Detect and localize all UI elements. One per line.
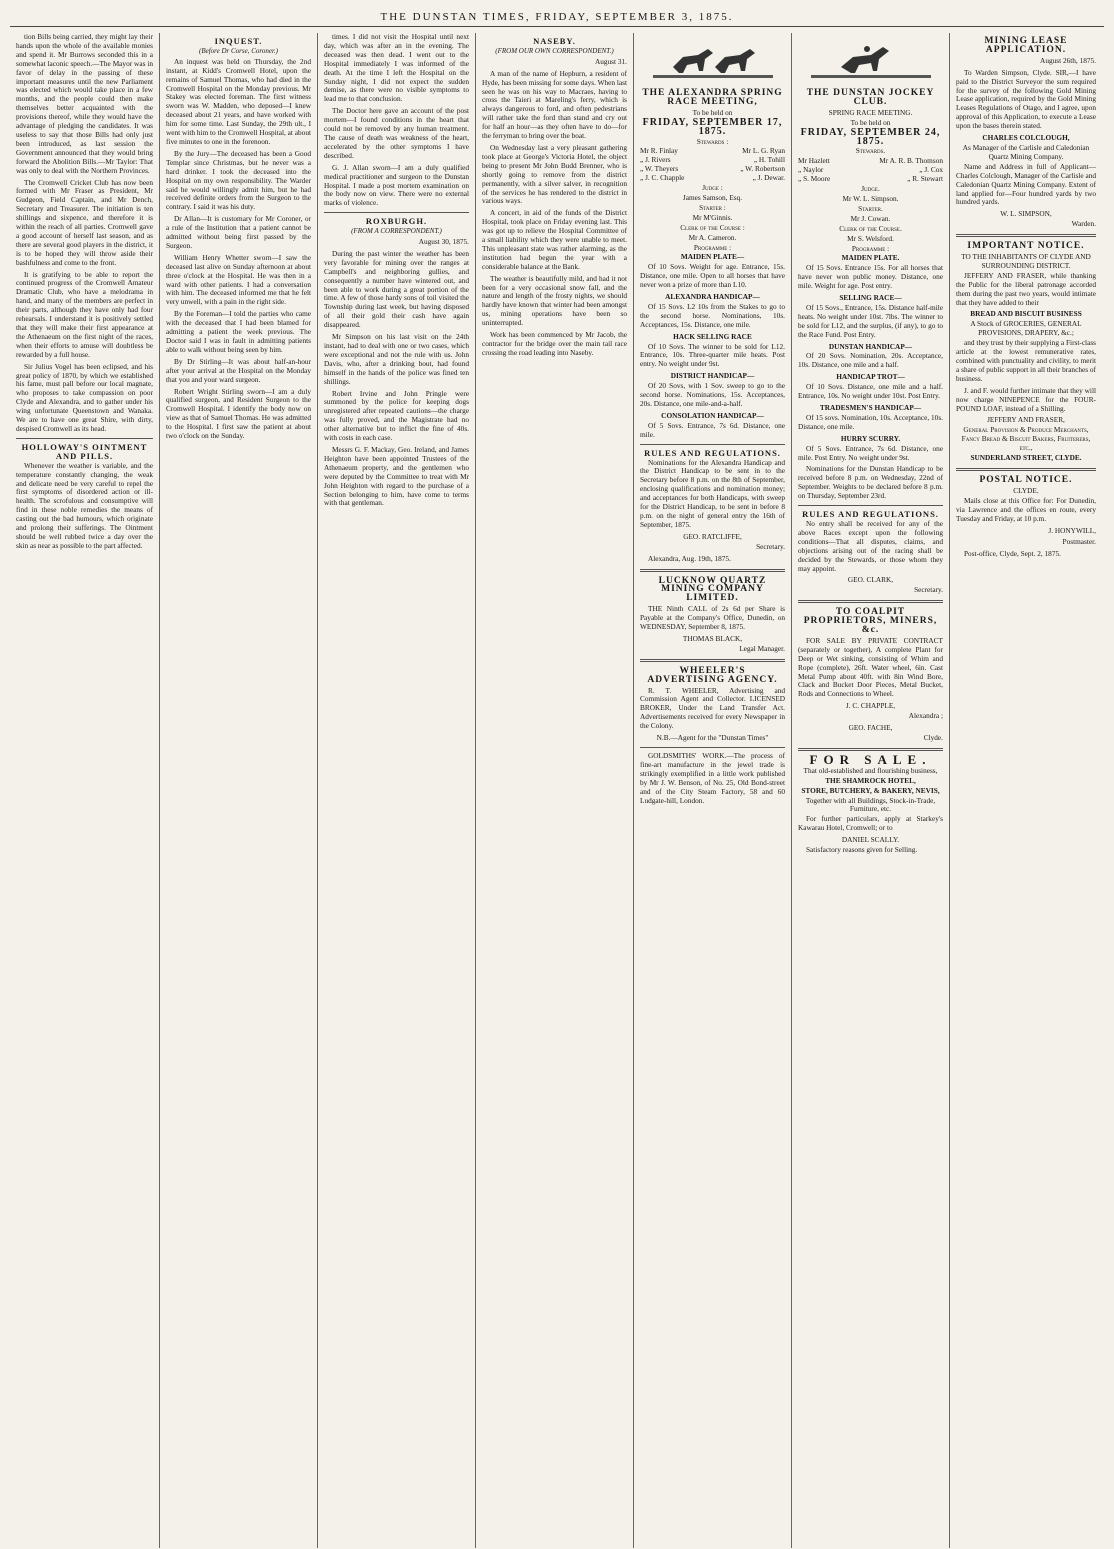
- postal-date: Post-office, Clyde, Sept. 2, 1875.: [964, 549, 1061, 559]
- race-text: Of 20 Sovs, with 1 Sov. sweep to go to the second horse. Nominations, 15s. Acceptances, 20s. Distance, one mile-and-a-half.: [640, 381, 785, 408]
- programme-label: Programme :: [693, 242, 732, 252]
- article-text: A man of the name of Hepburn, a resident of Hyde, has been missing for some days. When last seen he was on his way to Macraes, having to cross the Taieri at Mareling's ferry, which is always dangerous to ford, and often pedestrians will rather take the ford than stand and cry out for half an hour—as they often have to do—for the ferryman to bring over the boat.: [482, 68, 627, 141]
- apply-place: Alexandra ;: [908, 711, 943, 721]
- divider: [956, 234, 1096, 237]
- horse-race-engraving: [640, 35, 785, 85]
- rules-text: No entry shall be received for any of the above Races except upon the following conditions—That all disputes, claims, and objections arising out of the racing shall be decided by the Stewards, or those whom they may appoint.: [798, 518, 943, 573]
- race-text: Of 10 Sovs. The winner to be sold for L12. Entrance, 10s. Three-quarter mile heats. Post entry. No weight under 9st.: [640, 341, 785, 369]
- rules-text: Nominations for the Alexandra Handicap and the District Handicap to be sent in to the Secretary before 8 p.m. on the 8th of September, enclosing qualifications and nomination money; and acceptances for both Handicaps, with sweep for the District Handicap, to be sent in before 8 p.m. on the night of general entry the 16th of September, 1875.: [640, 457, 785, 529]
- article-text: Dr Allan—It is customary for Mr Coroner, or a rule of the Institution that a patient cannot be admitted without being first passed by the Surgeon.: [166, 214, 311, 250]
- article-text: Mr Simpson on his last visit on the 24th instant, had to deal with one or two cases, which were exceptional and not the rule with us. John Davis, who, after a drinking bout, had found himself in the hands of the police was fined ten shillings.: [324, 332, 469, 386]
- postal-text: Mails close at this Office for: For Dunedin, via Lawrence and the offices en route, every Tuesday and Friday, at 10 p.m.: [956, 495, 1096, 523]
- ad-text: Name and Address in full of Applicant—Charles Colclough, Manager of the Carlisle and Caledonian Quartz Mining Company. Extent of land applied for—Four hundred yards by two hundred yards.: [956, 161, 1096, 207]
- judge-label: Judge.: [861, 184, 880, 194]
- race-date: FRIDAY, SEPTEMBER 17, 1875.: [642, 116, 783, 137]
- horse-race-icon: [653, 37, 773, 83]
- article-text: tion Bills being carried, they might lay their hands upon the whole of the available monies and spend it. Mr Burrows seconded this in a somewhat laconic speech.—The Mayor was in favor of delay in the passing of these important measures until the new Parliament was elected which would take place in a few months, and the people could then make themselves better acquainted with the provisions thereof, while they would have the advantage of pledging the candidates. It was useless to say that those Bills had only just been introduced, as last session the Government announced that they would bring forward the Abolition Bills.—Mr Taylor: That was only to deal with the Northern Provinces.: [16, 33, 153, 175]
- signature: W. L. SIMPSON,: [1000, 209, 1052, 219]
- notice-subtitle: TO THE INHABITANTS OF CLYDE AND SURROUNDING DISTRICT.: [961, 252, 1091, 270]
- article-text: Work has been commenced by Mr Jacob, the contractor for the bridge over the main tail race crossing the road leading into Naseby.: [482, 330, 627, 357]
- article-subheading: (FROM OUR OWN CORRESPONDENT.): [495, 46, 614, 55]
- article-text: GOLDSMITHS' WORK.—The process of fine-art manufacture in the jewel trade is strikingly exemplified in a little work published by Mr J. W. Benson, of No. 25, Old Bond-street and of the City Steam Factory, 58 and 60 Ludgate-hill, London.: [640, 751, 785, 805]
- starter-label: Starter :: [699, 202, 726, 212]
- article-text: The Cromwell Cricket Club has now been formed with Mr Fraser as President, Mr Gudgeon, Field Captain, and Mr Dench, Secretary and Treasurer. The initiation is ten shillings and sixpence, and therefore it is within the reach of all parties. Cromwell gave a good account of herself last season, and as there are several good players in the district, it is to be hoped they will throw aside their bashfulness and come to the front.: [16, 177, 153, 267]
- signature-role: Secretary.: [914, 585, 943, 595]
- race-name: DUNSTAN HANDICAP—: [828, 341, 913, 351]
- divider: [640, 747, 785, 748]
- signature-place: Alexandra, Aug. 19th, 1875.: [648, 553, 731, 563]
- stewards-row: „ W. Theyers „ W. Robertson: [640, 164, 785, 174]
- article-date: August 31.: [594, 56, 627, 66]
- race-date: FRIDAY, SEPTEMBER 24, 1875.: [800, 126, 941, 147]
- nominations-text: Nominations for the Dunstan Handicap to be received before 8 p.m. on Wednesday, 22nd of September. Weights to be declared before 8 p.m. on Thursday, September 23rd.: [798, 464, 943, 501]
- stewards-label: Stewards :: [696, 136, 729, 146]
- signature-role: Postmaster.: [1062, 537, 1096, 547]
- divider: [798, 505, 943, 506]
- signature: GEO. RATCLIFFE,: [683, 531, 742, 541]
- article-text: It is gratifying to be able to report the continued progress of the Cromwell Amateur Dramatic Club, who have a melodrama in hand, and many of the members are perfect in their parts, although they have only had four rehearsals. I understand it is positively settled that they will make their first appearance at the Athenaeum on the first night of the races, when their efforts to amuse will doubtless be rewarded by a full house.: [16, 269, 153, 359]
- starter-name: Mr J. Cowan.: [850, 213, 891, 223]
- ad-title: THE DUNSTAN JOCKEY CLUB.: [806, 88, 935, 107]
- notice-title: IMPORTANT NOTICE.: [967, 241, 1085, 252]
- signature: DANIEL SCALLY.: [841, 835, 900, 845]
- judge-name: Mr W. L. Simpson.: [842, 193, 899, 203]
- columns: [10, 33, 1104, 1548]
- signature: GEO. CLARK,: [847, 575, 894, 585]
- divider: [798, 748, 943, 751]
- race-text: Of 15 Sovs. Entrance 15s. For all horses that have never won public money. Distance, one mile. Weight for age. Post entry.: [798, 263, 943, 291]
- article-text: By the Jury—The deceased has been a Good Templar since Christmas, but he never was a hard drinker. I took the deceased into the Hospital on my own responsibility. The Warder said he would willingly admit him, but he had received definite orders from the Surgeon to the contrary. I said it was his duty.: [166, 148, 311, 212]
- ad-text: That old-established and flourishing business,: [803, 765, 938, 775]
- ad-text: For further particulars, apply at Starkey's Kawarau Hotel, Cromwell; or to: [798, 814, 943, 833]
- notice-text: J. and F. would further intimate that they will now charge NINEPENCE for the FOUR-POUND LOAF, instead of a Shilling.: [956, 385, 1096, 413]
- race-name: MAIDEN PLATE.: [841, 253, 900, 263]
- race-name: DISTRICT HANDICAP—: [670, 371, 755, 381]
- race-text: Of 15 Sovs. L2 10s from the Stakes to go to the second horse. Nominations, 10s. Acceptances, 15s. Distance, one mile.: [640, 301, 785, 329]
- article-text: During the past winter the weather has been very favorable for mining over the ranges at Campbell's and neighboring gullies, and consequently a number have wintered out, and been able to work during a great portion of the time. A few of those hardy sons of toil visited the Township during last week, but having disposed of all their gold their cash have again disappeared.: [324, 248, 469, 330]
- divider: [16, 438, 153, 439]
- signature-role: Legal Manager.: [739, 643, 785, 653]
- postal-title: POSTAL NOTICE.: [979, 474, 1073, 485]
- signature-role: General Provision & Produce Merchants, Fancy Bread & Biscuit Bakers, Fruiterers, etc.,: [961, 425, 1091, 453]
- rules-title: RULES AND REGULATIONS.: [802, 509, 939, 520]
- starter-name: Mr M'Ginnis.: [692, 212, 733, 222]
- ad-note: N.B.—Agent for the "Dunstan Times": [656, 733, 769, 743]
- divider: [324, 212, 469, 213]
- column-6: [792, 33, 950, 1548]
- masthead: THE DUNSTAN TIMES, FRIDAY, SEPTEMBER 3, 1875.: [10, 8, 1104, 27]
- article-heading: NASEBY.: [533, 36, 576, 46]
- ad-text: Whenever the weather is variable, and the temperature constantly changing, the weak and delicate need be very careful to repel the first symptoms of disordered action or ill-health. The scrofulous and consumptive will find in these noble remedies the means of casting out the bad humours, which originate and prolong their sufferings. The Ointment should be well rubbed twice a day over the skin as near as possible to the part affected.: [16, 460, 153, 550]
- divider: [640, 444, 785, 445]
- article-text: Messrs G. F. Mackay, Geo. Ireland, and James Heighton have been appointed Trustees of the Athenaeum property, and the gentlemen who were deputed by the Committee to treat with Mr John Heighton with regard to the purchase of a Section belonging to him, have come to terms with that gentleman.: [324, 444, 469, 508]
- race-name: ALEXANDRA HANDICAP—: [665, 292, 760, 302]
- ad-line: To be held on: [850, 117, 891, 127]
- ad-text: FOR SALE BY PRIVATE CONTRACT (separately or together), A complete Plant for Deep or Wet sinking, consisting of Whim and Rope (complete), 26ft. Water wheel, 6in. Cast Metal Pump about 40ft. with 8in Wind Bore, Clack and Bucket Door Pieces, Metal Bucket, Rods and Connections to Wheel.: [798, 635, 943, 699]
- judge-name: James Samson, Esq.: [682, 192, 743, 202]
- race-name: TRADESMEN'S HANDICAP—: [819, 403, 922, 412]
- race-text: Of 20 Sovs. Nomination, 20s. Acceptance, 10s. Distance, one mile and a half.: [798, 351, 943, 370]
- clerk-label: Clerk of the Course :: [680, 222, 745, 232]
- ad-title: TO COALPIT PROPRIETORS, MINERS, &c.: [803, 607, 938, 636]
- article-text: By Dr Stirling—It was about half-an-hour after your arrival at the Hospital on the Monday that you and your ward surgeon.: [166, 356, 311, 384]
- race-name: HURRY SCURRY.: [840, 433, 901, 443]
- notice-place: SUNDERLAND STREET, CLYDE.: [970, 453, 1082, 463]
- article-date: August 30, 1875.: [418, 237, 469, 247]
- ad-text: THE Ninth CALL of 2s 6d per Share is Payable at the Company's Office, Dunedin, on WEDNESDAY, September 8, 1875.: [640, 604, 785, 632]
- horse-race-engraving: [798, 35, 943, 85]
- divider: [798, 600, 943, 603]
- race-name: HACK SELLING RACE: [673, 331, 752, 341]
- apply-name: GEO. FACHE,: [848, 723, 893, 733]
- article-text: G. J. Allan sworn—I am a duly qualified medical practitioner and surgeon to the Dunstan Hospital. I made a post mortem examination on the body now on view. There were no external marks of violence.: [324, 162, 469, 208]
- ad-title: MINING LEASE APPLICATION.: [984, 36, 1068, 55]
- ad-title: LUCKNOW QUARTZ MINING COMPANY LIMITED.: [658, 575, 767, 604]
- race-name: MAIDEN PLATE—: [680, 252, 745, 262]
- article-text: By the Foreman—I told the parties who came with the deceased that I had been blamed for admitting a patient the week previous. The Doctor said I was in fault in admitting patients able to walk without being seen by him.: [166, 309, 311, 354]
- postal-place: CLYDE.: [1013, 485, 1039, 495]
- clerk-name: Mr A. Cameron.: [688, 232, 737, 242]
- article-text: Sir Julius Vogel has been eclipsed, and his great policy of 1870, by which we established his fame, must pall before our local magnate, who proposes to take compassion on poor Clyde and Alexandra, and to gather under his wing unfortunate Queenstown and Wanaka. We are to have one great Shire, with dirty, despised Cromwell as its head.: [16, 361, 153, 433]
- apply-name: J. C. CHAPPLE,: [845, 701, 896, 711]
- signature: JEFFERY AND FRASER,: [987, 415, 1065, 425]
- ad-title: WHEELER'S ADVERTISING AGENCY.: [647, 665, 778, 685]
- column-3: [318, 33, 476, 1548]
- stewards-row: „ J. Rivers „ H. Tohill: [640, 155, 785, 165]
- apply-place: Clyde.: [923, 733, 943, 742]
- clerk-name: Mr S. Welsford.: [847, 233, 894, 243]
- judge-label: Judge :: [702, 183, 723, 193]
- stewards-row: „ J. C. Chapple „ J. Dewar.: [640, 173, 785, 183]
- race-text: Of 10 Sovs. Weight for age. Entrance, 15s. Distance, one mile. Open to all horses that have never won a prize of more than L10.: [640, 262, 785, 290]
- stewards-row: „ Naylor „ J. Cox: [798, 165, 943, 175]
- starter-label: Starter.: [858, 203, 883, 213]
- ad-heading: HOLLOWAY'S OINTMENT AND PILLS.: [21, 441, 148, 461]
- race-text: Of 15 Sovs., Entrance, 15s. Distance half-mile heats. No weight under 10st. 7lbs. The winner to be sold for L12, and the surplus, (if any), to go to the Race Fund. Post Entry.: [798, 302, 943, 339]
- article-text: William Henry Whetter sworn—I saw the deceased last alive on Sunday afternoon at about three o'clock at the Hospital. He was then in a ward with other patients. I had a conversation with him. The deceased informed me that he felt very unwell, with a pain in the right side.: [166, 252, 311, 307]
- signature: THOMAS BLACK,: [682, 633, 743, 643]
- signature-role: Warden.: [1071, 219, 1096, 229]
- ad-title: THE ALEXANDRA SPRING RACE MEETING,: [642, 88, 783, 107]
- programme-label: Programme :: [851, 243, 890, 253]
- ad-subtitle: SPRING RACE MEETING.: [828, 107, 913, 117]
- clerk-label: Clerk of the Course.: [839, 223, 902, 233]
- signature-role: As Manager of the Carlisle and Caledonian Quartz Mining Company.: [962, 142, 1090, 161]
- signature-role: Secretary.: [756, 541, 785, 551]
- race-name: CONSOLATION HANDICAP—: [661, 410, 764, 420]
- race-text: Of 10 Sovs. Distance, one mile and a half. Entrance, 10s. No weight under 10st. Post Entry.: [798, 382, 943, 401]
- ad-date: August 26th, 1875.: [1040, 55, 1096, 65]
- hotel-name: THE SHAMROCK HOTEL,: [825, 775, 916, 785]
- ad-text: R. T. WHEELER, Advertising and Commission Agent and Collector. LICENSED BROKER, Under the Land Transfer Act. Advertisements received for every Newspaper in the Colony.: [640, 685, 785, 731]
- stock-line: A Stock of GROCERIES, GENERAL PROVISIONS, DRAPERY, &c.;: [970, 319, 1082, 338]
- ad-title: FOR SALE.: [809, 751, 932, 767]
- article-text: The weather is beautifully mild, and had it not been for a very occasional snow fall, and the nature and length of the frosty nights, we should hardly have known that winter had been amongst us, mining operations have been so uninterrupted.: [482, 273, 627, 328]
- race-text: Of 5 Sovs. Entrance, 7s 6d. Distance, one mile. Post Entry. No weight under 9st.: [798, 443, 943, 462]
- race-text: Of 5 Sovs. Entrance, 7s 6d. Distance, one mile.: [640, 420, 785, 439]
- stewards-label: Stewards.: [855, 146, 886, 156]
- jockey-horse-icon: [811, 37, 931, 83]
- article-text: Robert Wright Stirling sworn—I am a duly qualified surgeon, and Resident Surgeon to the Cromwell Hospital. I identify the body now on view as that of Samuel Thomas. He was admitted to the Hospital. I first saw the patient at about two o'clock on the Sunday.: [166, 386, 311, 441]
- rules-title: RULES AND REGULATIONS.: [644, 447, 781, 458]
- notice-text: JEFFERY AND FRASER, while thanking the Public for the liberal patronage accorded them during the past two years, would intimate that they have added to their: [956, 270, 1096, 307]
- race-name: HANDICAP TROT—: [836, 372, 905, 382]
- column-4: [476, 33, 634, 1548]
- stewards-row: Mr Hazlett Mr A. R. B. Thomson: [798, 156, 943, 166]
- ad-note: Satisfactory reasons given for Selling.: [806, 845, 918, 855]
- ad-line: To be held on: [692, 107, 733, 117]
- divider: [640, 569, 785, 572]
- race-text: Of 15 sovs. Nomination, 10s. Acceptance, 10s. Distance, one mile.: [798, 412, 943, 431]
- stewards-row: Mr R. Finlay Mr L. G. Ryan: [640, 146, 785, 156]
- divider: [956, 468, 1096, 471]
- article-text: A concert, in aid of the funds of the District Hospital, took place on Friday evening last. This was got up to relieve the Hospital Committee of a small liability which they were unable to meet. This unpleasant state was rather alarming, as the institution had begun the year with a considerable balance at the Bank.: [482, 208, 627, 271]
- article-text: On Wednesday last a very pleasant gathering took place at George's Victoria Hotel, the object being to present Mr John Budd Brenner, who is shortly going to remove from the district permanently, with a silver salver, in recognition of the services he has rendered to the district in various ways.: [482, 142, 627, 206]
- article-text: An inquest was held on Thursday, the 2nd instant, at Kidd's Cromwell Hotel, upon the remains of Samuel Thomas, who had died in the Cromwell Hospital on the Monday previous. Mr Stakey was elected foreman. The first witness sworn was W. Madden, who deposed—I knew deceased about 21 years, and have worked with him for some time. Last Sunday, the 29th ult., I went with him to the Cromwell Hospital, at about five minutes to one in the forenoon.: [166, 56, 311, 146]
- column-1: [10, 33, 160, 1548]
- divider: [640, 659, 785, 662]
- column-2: [160, 33, 318, 1548]
- article-subheading: (Before Dr Corse, Coroner.): [198, 46, 278, 55]
- signature: CHARLES COLCLOUGH,: [982, 133, 1070, 143]
- ad-text: Together with all Buildings, Stock-in-Trade, Furniture, etc.: [805, 795, 936, 814]
- business-name: BREAD AND BISCUIT BUSINESS: [970, 309, 1082, 319]
- article-heading: INQUEST.: [214, 36, 263, 46]
- column-5: [634, 33, 792, 1548]
- article-subheading: (FROM A CORRESPONDENT.): [351, 227, 442, 236]
- signature: J. HONYWILL,: [1048, 525, 1096, 535]
- store-name: STORE, BUTCHERY, & BAKERY, NEVIS,: [801, 785, 940, 795]
- ad-text: To Warden Simpson, Clyde. SIR,—I have paid to the District Surveyor the sum required for the survey of the following Gold Mining Lease application, required by the Gold Mining Leases Regulations of Otago, and I agree, upon approval of this Application, to execute a Lease upon the bases therein stated.: [956, 67, 1096, 131]
- race-name: SELLING RACE—: [839, 293, 902, 303]
- article-text: times. I did not visit the Hospital until next day, which was after an in the evening. The deceased was then dead. I went out to the Hospital immediately I was informed of the death. At the time I left the Hospital on the Sunday night, I did not expect the sudden demise, as there were no visible symptoms to lead me to that conclusion.: [324, 33, 469, 104]
- notice-text: and they trust by their supplying a First-class article at the lowest remunerative rates, combined with punctuality and civility, to merit a share of public support in all their branches of business.: [956, 338, 1096, 383]
- article-heading: ROXBURGH.: [365, 216, 428, 227]
- article-text: Robert Irvine and John Pringle were summoned by the police for keeping dogs unregistered after repeated cautions—the charge was fully proved, and the Magistrate had no other alternative but to inflict the fine of 40s. with costs in each case.: [324, 388, 469, 443]
- column-7: [950, 33, 1102, 1548]
- stewards-row: „ S. Moore „ R. Stewart: [798, 174, 943, 184]
- article-text: The Doctor here gave an account of the post mortem—I found conditions in the heart that could not be removed by any human treatment. The cause of death was weakness of the heart, accelerated by the other symptoms I have described.: [324, 106, 469, 160]
